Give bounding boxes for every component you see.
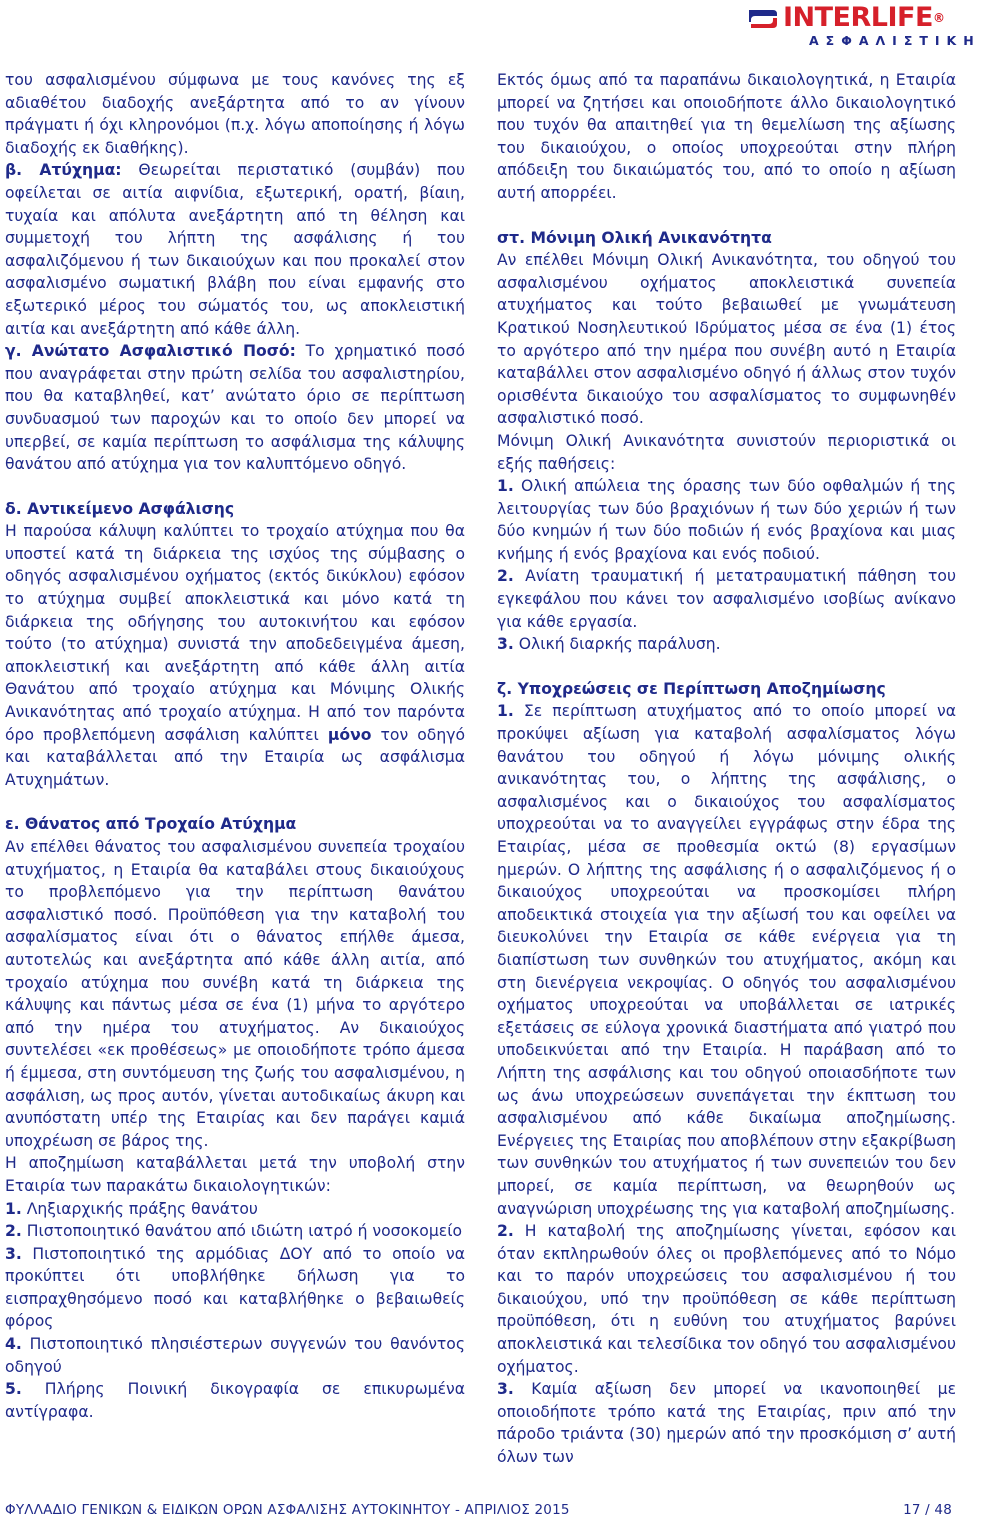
document-item: 4. Πιστοποιητικό πλησιέστερων συγγενών του θανόντος οδηγού (5, 1335, 465, 1376)
section-heading-st: στ. Μόνιμη Ολική Ανικανότητα (497, 228, 772, 247)
footer-title: ΦΥΛΛΑΔΙΟ ΓΕΝΙΚΩΝ & ΕΙΔΙΚΩΝ ΟΡΩΝ ΑΣΦΑΛΙΣΗΣ ΑΥΤΟΚΙΝΗΤΟΥ - ΑΠΡΙΛΙΟΣ 2015 (5, 1502, 570, 1518)
page-number: 17 / 48 (903, 1502, 952, 1518)
disability-item: 1. Ολική απώλεια της όρασης των δύο οφθαλμών ή της λειτουργίας των δύο βραχιόνων ή των δύο χεριών ή των δύο κνημών ή των δύο ποδιών ή ενός βραχίονα και μιας κνήμης ή ενός βραχίονα και ενός ποδιού. (497, 477, 956, 563)
definition-max-amount-label: γ. Ανώτατο Ασφαλιστικό Ποσό: (5, 342, 296, 361)
section-epsilon-body: Αν επέλθει θάνατος του ασφαλισμένου συνεπεία τροχαίου ατυχήματος, η Εταιρία θα καταβάλει στους δικαιούχους το προβλεπόμενο για την περίπτωση θανάτου ασφαλιστικό ποσό. Προϋπόθεση για την καταβολή του ασφαλίσματος είναι ότι ο θάνατος επήλθε άμεσα, αυτοτελώς και ανεξάρτητα από κάθε άλλη αιτία, από τροχαίο ατύχημα που συνέβη κατά τη διάρκεια της κάλυψης και πάντως μέσα σε ένα (1) μήνα το αργότερο από την ημέρα του ατυχήματος. Αν δικαιούχος συντελέσει «εκ προθέσεως» με οποιοδήποτε τρόπο άμεσα ή έμμεσα, στη συντόμευση της ζωής του ασφαλισμένου, η ασφάλιση, ως προς αυτόν, γίνεται αυτοδικαίως άκυρη και ανυπόστατη υπέρ της Εταιρίας και δεν παράγει καμιά υποχρέωση σε βάρος της. (5, 838, 465, 1150)
obligation-item: 2. Η καταβολή της αποζημίωσης γίνεται, εφόσον και όταν εκπληρωθούν όλες οι προβλεπόμενες από το Νόμο και το παρόν υποχρεώσεις του ασφαλισμένου ή του δικαιούχου, υπό την προϋπόθεση σε κάθε περίπτωση προϋπόθεση, ότι η ευθύνη του ατυχήματος βαρύνει αποκλειστικά και τελεσίδικα τον οδηγό του ασφαλισμένου οχήματος. (497, 1222, 956, 1376)
section-st-intro: Μόνιμη Ολική Ανικανότητα συνιστούν περιοριστικά οι εξής παθήσεις: (497, 431, 956, 473)
disability-item: 3. Ολική διαρκής παράλυση. (497, 635, 721, 654)
definition-accident: β. Ατύχημα: Θεωρείται περιστατικό (συμβάν) που οφείλεται σε αιτία αιφνίδια, εξωτερική, ορατή, βίαιη, τυχαία και απόλυτα ανεξάρτητη από τη θέληση και συμμετοχή του λήπτη της ασφάλισης ή του ασφαλιζόμενου ή των δικαιούχων και που προκαλεί στον ασφαλισμένο σωματική βλάβη που είναι εμφανής στο εξωτερικό μέρος του σώματός του, ως αποκλειστική αιτία και ανεξάρτητη από κάθε άλλη. (5, 161, 465, 338)
interlife-logo (747, 2, 981, 50)
left-column (5, 69, 465, 1423)
page-footer (5, 1502, 952, 1524)
interlife-logo-mark-icon (747, 6, 779, 32)
document-item: 5. Πλήρης Ποινική δικογραφία σε επικυρωμένα αντίγραφα. (5, 1380, 465, 1421)
document-item: 2. Πιστοποιητικό θανάτου από ιδιώτη ιατρό ή νοσοκομείο (5, 1222, 463, 1241)
section-st-body: Αν επέλθει Μόνιμη Ολική Ανικανότητα, του οδηγού του ασφαλισμένου οχήματος αποκλειστικά συνεπεία ατυχήματος και τούτο βεβαιωθεί με γνωμάτευση Κρατικού Νοσηλευτικού Ιδρύματος μέσα σε ένα (1) έτος το αργότερο από την ημέρα που συνέβη αυτό η Εταιρία καταβάλλει στον ασφαλισμένο οδηγό ή άλλως στον τυχόν ορισθέντα δικαιούχο του ασφαλίσματος το συμφωνηθέν ασφαλιστικό ποσό. (497, 251, 956, 428)
section-delta-body: Η παρούσα κάλυψη καλύπτει το τροχαίο ατύχημα που θα υποστεί κατά τη διάρκεια της ισχύος της σύμβασης ο οδηγός ασφαλισμένου οχήματος (εκτός δικύκλου) εφόσον το ατύχημα συμβεί αποκλειστικά και μόνο κατά τη διάρκεια της οδήγησης του αυτοκινήτου και εφόσον τούτο (το ατύχημα) συνιστά την αποδεδειγμένα άμεση, αποκλειστική και ανεξάρτητη από κάθε άλλη αιτία Θανάτου από τροχαίο ατύχημα και Μόνιμης Ολικής Ανικανότητας από τροχαίο ατύχημα. Η από τον παρόντα όρο προβλεπόμενη ασφάλιση καλύπτει μόνο τον οδηγό και καταβάλλεται από την Εταιρία ως ασφάλισμα Ατυχημάτων. (5, 522, 465, 789)
obligation-item: 3. Καμία αξίωση δεν μπορεί να ικανοποιηθεί με οποιοδήποτε τρόπο κατά της Εταιρίας, πριν από την πάροδο τριάντα (30) ημερών από την προσκόμιση σ’ αυτή όλων των (497, 1380, 956, 1467)
obligation-item: 1. Σε περίπτωση ατυχήματος από το οποίο μπορεί να προκύψει αξίωση για καταβολή ασφαλίσματος λόγω θανάτου του οδηγού ή λόγω μόνιμης ολικής ανικανότητας του, ο λήπτης της ασφάλισης, ο ασφαλισμένος και ο δικαιούχος του ασφαλίσματος υποχρεούται να το αναγγείλει εγγράφως στην έδρα της Εταιρίας, μέσα σε προθεσμία οκτώ (8) εργασίμων ημερών. Ο λήπτης της ασφάλισης ή ο ασφαλιζόμενος ή ο δικαιούχος υποχρεούται να προσκομίσει πλήρη αποδεικτικά στοιχεία για την αξίωσή του και οφείλει να διευκολύνει την Εταιρία σε κάθε ενέργεια για τη διαπίστωση των συνθηκών του ατυχήματος, ακόμη και στη διενέργεια νεκροψίας. Ο οδηγός του ασφαλισμένου οχήματος υποχρεούται να υποβάλλεται σε ιατρικές εξετάσεις σε εύλογα χρονικά διαστήματα από γιατρό που υποδεικνύεται από την Εταιρία. Η παράβαση από το Λήπτη της ασφάλισης και του οδηγού οποιασδήποτε των ως άνω υποχρεώσεων συνεπάγεται την έκπτωση του ασφαλισμένου από κάθε δικαίωμα αποζημίωσης. Ενέργειες της Εταιρίας που αποβλέπουν στην εξακρίβωση των συνθηκών του ατυχήματος ή των συνεπειών του δεν μπορεί, σε καμία περίπτωση, να θεωρηθούν ως αναγνώριση υποχρέωσης της για καταβολή αποζημίωσης. (497, 702, 956, 1218)
document-item: 1. Ληξιαρχικής πράξης θανάτου (5, 1199, 258, 1218)
paragraph-heirs: του ασφαλισμένου σύμφωνα με τους κανόνες της εξ αδιαθέτου διαδοχής ανεξάρτητα από το αν γίνουν πράγματι ή όχι κληρονόμοι (π.χ. λόγω αποποίησης ή λόγω διαδοχής εκ διαθήκης). (5, 71, 465, 157)
section-heading-zeta: ζ. Υποχρεώσεις σε Περίπτωση Αποζημίωσης (497, 679, 886, 698)
documents-intro: Η αποζημίωση καταβάλλεται μετά την υποβολή στην Εταιρία των παρακάτω δικαιολογητικών: (5, 1154, 465, 1195)
definition-max-amount: γ. Ανώτατο Ασφαλιστικό Ποσό: Το χρηματικό ποσό που αναγράφεται στην πρώτη σελίδα του ασφαλιστηρίου, που θα καταβληθεί, κατ’ ανώτατο όριο σε περίπτωση συνδυασμού των παροχών και το οποίο δεν μπορεί να υπερβεί, σε καμία περίπτωση το ασφάλισμα της κάλυψης θανάτου από ατύχημα για τον καλυπτόμενο οδηγό. (5, 342, 465, 474)
paragraph-extra-documents: Εκτός όμως από τα παραπάνω δικαιολογητικά, η Εταιρία μπορεί να ζητήσει και οποιοδήποτε άλλο δικαιολογητικό που τυχόν θα απαιτηθεί για τη θεμελίωση της αξίωσης του δικαιούχου, ο οποίος υποχρεούται στην πλήρη απόδειξη του δικαιώματός του, από το οποίο η αξίωση αυτή απορρέει. (497, 71, 956, 202)
section-heading-delta: δ. Αντικείμενο Ασφάλισης (5, 499, 235, 518)
logo-subtitle: ΑΣΦΑΛΙΣΤΙΚΗ (809, 33, 981, 48)
disability-item: 2. Ανίατη τραυματική ή μετατραυματική πάθηση του εγκεφάλου που κάνει τον ασφαλισμένο ισοβίως ανίκανο για κάθε εργασία. (497, 567, 956, 631)
right-column (497, 69, 956, 1469)
section-heading-epsilon: ε. Θάνατος από Τροχαίο Ατύχημα (5, 815, 297, 834)
definition-accident-label: β. Ατύχημα: (5, 161, 122, 180)
document-item: 3. Πιστοποιητικό της αρμόδιας ΔΟΥ από το οποίο να προκύπτει ότι υποβλήθηκε δήλωση για το εισπραχθησόμενο ποσό και καταβλήθηκε ο βεβαιωθείς φόρος (5, 1244, 465, 1331)
logo-brand: INTERLIFE® (783, 2, 945, 33)
